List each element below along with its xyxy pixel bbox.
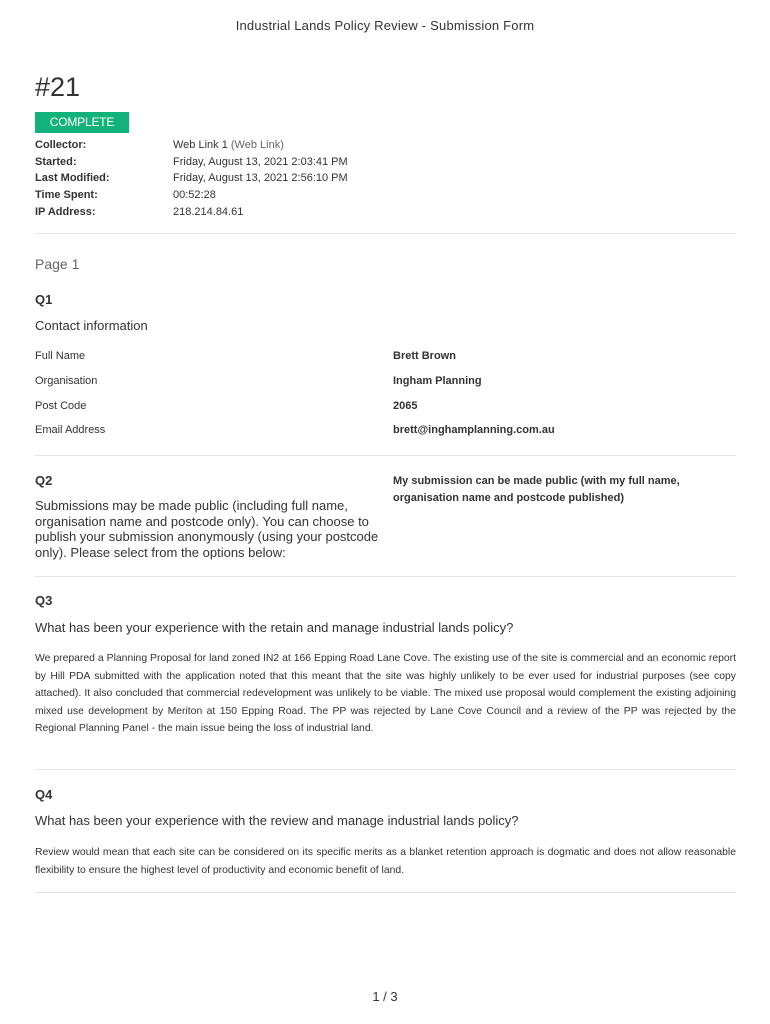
meta-row-collector bbox=[35, 139, 348, 156]
modified-value: Friday, August 13, 2021 2:56:10 PM bbox=[173, 172, 348, 185]
divider bbox=[35, 892, 736, 893]
divider bbox=[35, 455, 736, 456]
divider bbox=[35, 769, 736, 770]
started-label: Started: bbox=[35, 155, 77, 168]
post-code-label: Post Code bbox=[35, 400, 87, 412]
organisation-label: Organisation bbox=[35, 375, 98, 387]
full-name-value: Brett Brown bbox=[393, 350, 456, 362]
email-label: Email Address bbox=[35, 424, 106, 436]
collector-label: Collector: bbox=[35, 139, 87, 151]
q3-answer: We prepared a Planning Proposal for land zoned IN2 at 166 Epping Road Lane Cove. The existing use of the site is commercial and an economic report by Hill PDA submitted with the application noted that this meant that the site was highly unlikely to be ever used for industrial purposes (see copy attached). It also concluded that commercial redevelopment was unlikely to be viable. The mixed use proposal would complement the existing adjoining mixed use development by Meriton at 150 Epping Road. The PP was rejected by Lane Cove Council and a review of the PP was rejected by the Regional Planning Panel - the main issue being the loss of industrial land. bbox=[35, 653, 736, 734]
q4-number: Q4 bbox=[35, 787, 53, 802]
divider bbox=[35, 233, 736, 234]
started-value: Friday, August 13, 2021 2:03:41 PM bbox=[173, 155, 348, 168]
collector-type: (Web Link) bbox=[230, 139, 284, 151]
q3-number: Q3 bbox=[35, 593, 53, 608]
collector-value bbox=[173, 139, 284, 156]
collector-name: Web Link 1 bbox=[173, 139, 228, 151]
page-label: Page 1 bbox=[35, 256, 80, 272]
q4-question: What has been your experience with the review and manage industrial lands policy? bbox=[35, 813, 519, 828]
time-spent-value: 00:52:28 bbox=[173, 189, 216, 202]
response-metadata bbox=[35, 139, 348, 222]
time-spent-label: Time Spent: bbox=[35, 189, 98, 202]
document-title: Industrial Lands Policy Review - Submission Form bbox=[235, 18, 535, 33]
meta-row-time-spent bbox=[35, 189, 348, 206]
q2-number: Q2 bbox=[35, 473, 53, 488]
status-badge: COMPLETE bbox=[35, 112, 129, 133]
page-indicator: 1 / 3 bbox=[372, 989, 398, 1004]
q2-question: Submissions may be made public (including full name, organisation name and postcode only). You can choose to publish your submission anonymously (using your postcode only). Please select from the options below: bbox=[35, 498, 379, 560]
ip-value: 218.214.84.61 bbox=[173, 205, 244, 218]
full-name-label: Full Name bbox=[35, 350, 86, 362]
response-number: #21 bbox=[35, 72, 81, 102]
ip-label: IP Address: bbox=[35, 205, 96, 218]
meta-row-ip bbox=[35, 206, 348, 223]
q3-question: What has been your experience with the retain and manage industrial lands policy? bbox=[35, 620, 514, 635]
q1-question: Contact information bbox=[35, 318, 148, 333]
post-code-value: 2065 bbox=[393, 400, 418, 412]
q2-answer: My submission can be made public (with my full name, organisation name and postcode published) bbox=[393, 475, 680, 504]
email-value: brett@inghamplanning.com.au bbox=[393, 424, 555, 436]
q1-number: Q1 bbox=[35, 292, 53, 307]
q4-answer: Review would mean that each site can be considered on its specific merits as a blanket retention approach is dogmatic and does not allow reasonable flexibility to ensure the highest level of productivity and economic benefit of land. bbox=[35, 847, 736, 876]
modified-label: Last Modified: bbox=[35, 172, 110, 185]
meta-row-started bbox=[35, 156, 348, 173]
divider bbox=[35, 576, 736, 577]
organisation-value: Ingham Planning bbox=[393, 375, 482, 387]
meta-row-modified bbox=[35, 172, 348, 189]
